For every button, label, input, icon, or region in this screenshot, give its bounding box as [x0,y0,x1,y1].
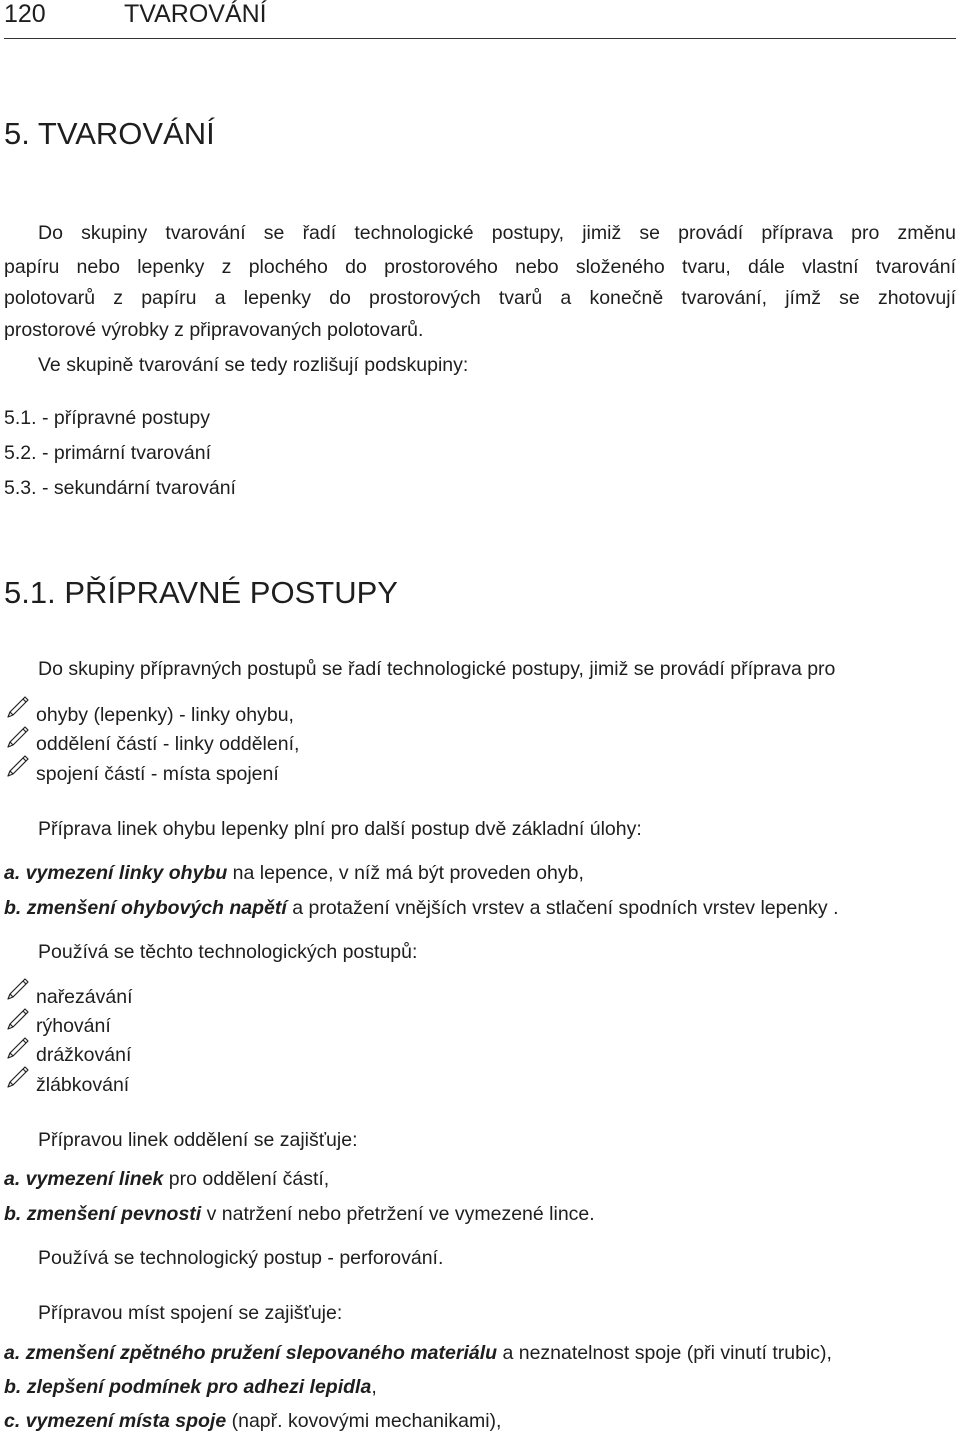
fold-method-4: žlábkování [36,1074,130,1096]
bullet-item-3: spojení částí - místa spojení [36,763,279,785]
separation-task-a-term: a. vymezení linek [4,1168,164,1190]
pencil-bullet-icon [4,1064,30,1090]
pencil-bullet-icon [4,724,30,750]
separation-task-b-term: b. zmenšení pevnosti [4,1203,202,1225]
intro-line-4: prostorové výrobky z připravovaných polotovarů. [4,319,424,341]
separation-task-b [4,1203,595,1226]
fold-task-b-text: a protažení vnějších vrstev a stlačení spodních vrstev lepenky . [286,897,839,919]
subgroups-intro: Ve skupině tvarování se tedy rozlišují podskupiny: [38,354,469,376]
fold-method-1: nařezávání [36,986,133,1008]
fold-intro: Příprava linek ohybu lepenky plní pro další postup dvě základní úlohy: [38,818,642,840]
header-rule [4,38,956,39]
intro-line-2: papíru nebo lepenky z plochého do prostorového nebo složeného tvaru, dále vlastní tvarování [4,256,956,278]
section-intro: Do skupiny přípravných postupů se řadí technologické postupy, jimiž se provádí příprava pro [38,658,836,680]
join-task-c-term: c. vymezení místa spoje [4,1410,227,1432]
join-intro: Přípravou míst spojení se zajišťuje: [38,1302,343,1324]
chapter-title: 5. TVAROVÁNÍ [4,116,215,151]
fold-task-b [4,897,839,920]
pencil-bullet-icon [4,753,30,779]
intro-line-1: Do skupiny tvarování se řadí technologické postupy, jimiž se provádí příprava pro změnu [38,222,956,244]
separation-task-b-text: v natržení nebo přetržení ve vymezené lince. [201,1203,595,1225]
join-task-c [4,1410,501,1433]
page-number: 120 [4,0,46,28]
pencil-bullet-icon [4,1035,30,1061]
section-title: 5.1. PŘÍPRAVNÉ POSTUPY [4,575,398,610]
subgroup-item-2: 5.2. - primární tvarování [4,442,211,464]
join-task-b-term: b. zlepšení podmínek pro adhezi lepidla [4,1376,372,1398]
join-task-c-text: (např. kovovými mechanikami), [226,1410,502,1432]
separation-task-a-text: pro oddělení částí, [163,1168,330,1190]
subgroup-item-1: 5.1. - přípravné postupy [4,407,210,429]
join-task-b-text: , [371,1376,377,1398]
fold-task-a-text: na lepence, v níž má být proveden ohyb, [227,862,584,884]
subgroup-item-3: 5.3. - sekundární tvarování [4,477,236,499]
join-task-b [4,1376,377,1399]
pencil-bullet-icon [4,1006,30,1032]
bullet-item-2: oddělení částí - linky oddělení, [36,733,300,755]
join-task-a [4,1342,832,1365]
running-header-title: TVAROVÁNÍ [124,0,267,28]
fold-method-2: rýhování [36,1015,111,1037]
separation-task-a [4,1168,329,1191]
pencil-bullet-icon [4,976,30,1002]
intro-line-3: polotovarů z papíru a lepenky do prostorových tvarů a konečně tvarování, jímž se zhotovují [4,287,956,309]
separation-intro: Přípravou linek oddělení se zajišťuje: [38,1129,358,1151]
fold-method-3: drážkování [36,1044,132,1066]
fold-methods-intro: Používá se těchto technologických postupů: [38,941,418,963]
bullet-item-1: ohyby (lepenky) - linky ohybu, [36,704,294,726]
separation-method: Používá se technologický postup - perforování. [38,1247,444,1269]
pencil-bullet-icon [4,694,30,720]
fold-task-a [4,862,584,885]
join-task-a-term: a. zmenšení zpětného pružení slepovaného materiálu [4,1342,498,1364]
join-task-a-text: a neznatelnost spoje (při vinutí trubic), [497,1342,832,1364]
fold-task-a-term: a. vymezení linky ohybu [4,862,228,884]
fold-task-b-term: b. zmenšení ohybových napětí [4,897,287,919]
